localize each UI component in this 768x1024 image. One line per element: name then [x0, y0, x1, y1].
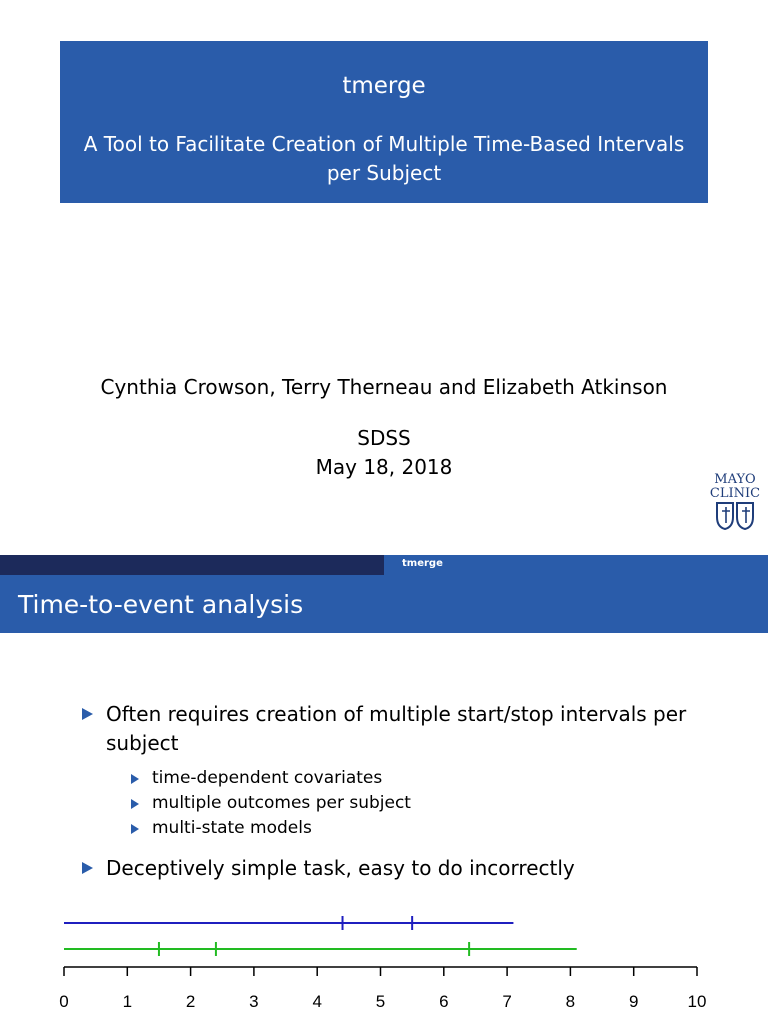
logo-text-clinic: CLINIC [709, 486, 761, 501]
content-slide [0, 555, 768, 1024]
x-tick-label-3: 3 [249, 992, 259, 1011]
event-info [0, 424, 768, 482]
x-tick-label-6: 6 [439, 992, 449, 1011]
sub-bullet-2: multiple outcomes per subject [152, 793, 411, 813]
presentation-subtitle: A Tool to Facilitate Creation of Multiple Time-Based Intervals per Subject [83, 132, 685, 185]
x-tick-label-4: 4 [312, 992, 322, 1011]
x-tick-label-5: 5 [375, 992, 386, 1011]
title-box [60, 41, 708, 203]
x-tick-label-8: 8 [565, 992, 576, 1011]
presentation-title: tmerge [342, 73, 426, 99]
sub-bullet-1: time-dependent covariates [152, 768, 383, 788]
mayo-clinic-logo [704, 473, 766, 535]
authors: Cynthia Crowson, Terry Therneau and Elizabeth Atkinson [100, 375, 668, 399]
venue: SDSS [357, 426, 411, 450]
frame-title-bar [0, 575, 768, 633]
header-bar-right [384, 555, 768, 575]
sub-bullet-3: multi-state models [152, 818, 312, 838]
x-tick-label-1: 1 [122, 992, 133, 1011]
date: May 18, 2018 [315, 455, 453, 479]
header-short-title: tmerge [402, 558, 443, 569]
bullet-triangle-icon [82, 708, 93, 720]
x-tick-label-2: 2 [185, 992, 196, 1011]
frame-title: Time-to-event analysis [18, 590, 304, 619]
sub-bullet-triangle-icon [131, 824, 139, 834]
timeline-chart [0, 900, 768, 1024]
x-tick-label-9: 9 [628, 992, 639, 1011]
x-tick-label-10: 10 [687, 992, 707, 1011]
bullet-2: Deceptively simple task, easy to do incorrectly [106, 856, 575, 880]
x-tick-label-7: 7 [502, 992, 512, 1011]
sub-bullet-triangle-icon [131, 799, 139, 809]
sub-bullet-triangle-icon [131, 774, 139, 784]
header-bar-left [0, 555, 384, 575]
bullet-triangle-icon [82, 862, 93, 874]
bullet-1: Often requires creation of multiple start/stop intervals per subject [106, 702, 687, 755]
logo-text-mayo: MAYO [714, 472, 756, 487]
shield-icon [713, 501, 757, 531]
x-tick-label-0: 0 [59, 992, 69, 1011]
